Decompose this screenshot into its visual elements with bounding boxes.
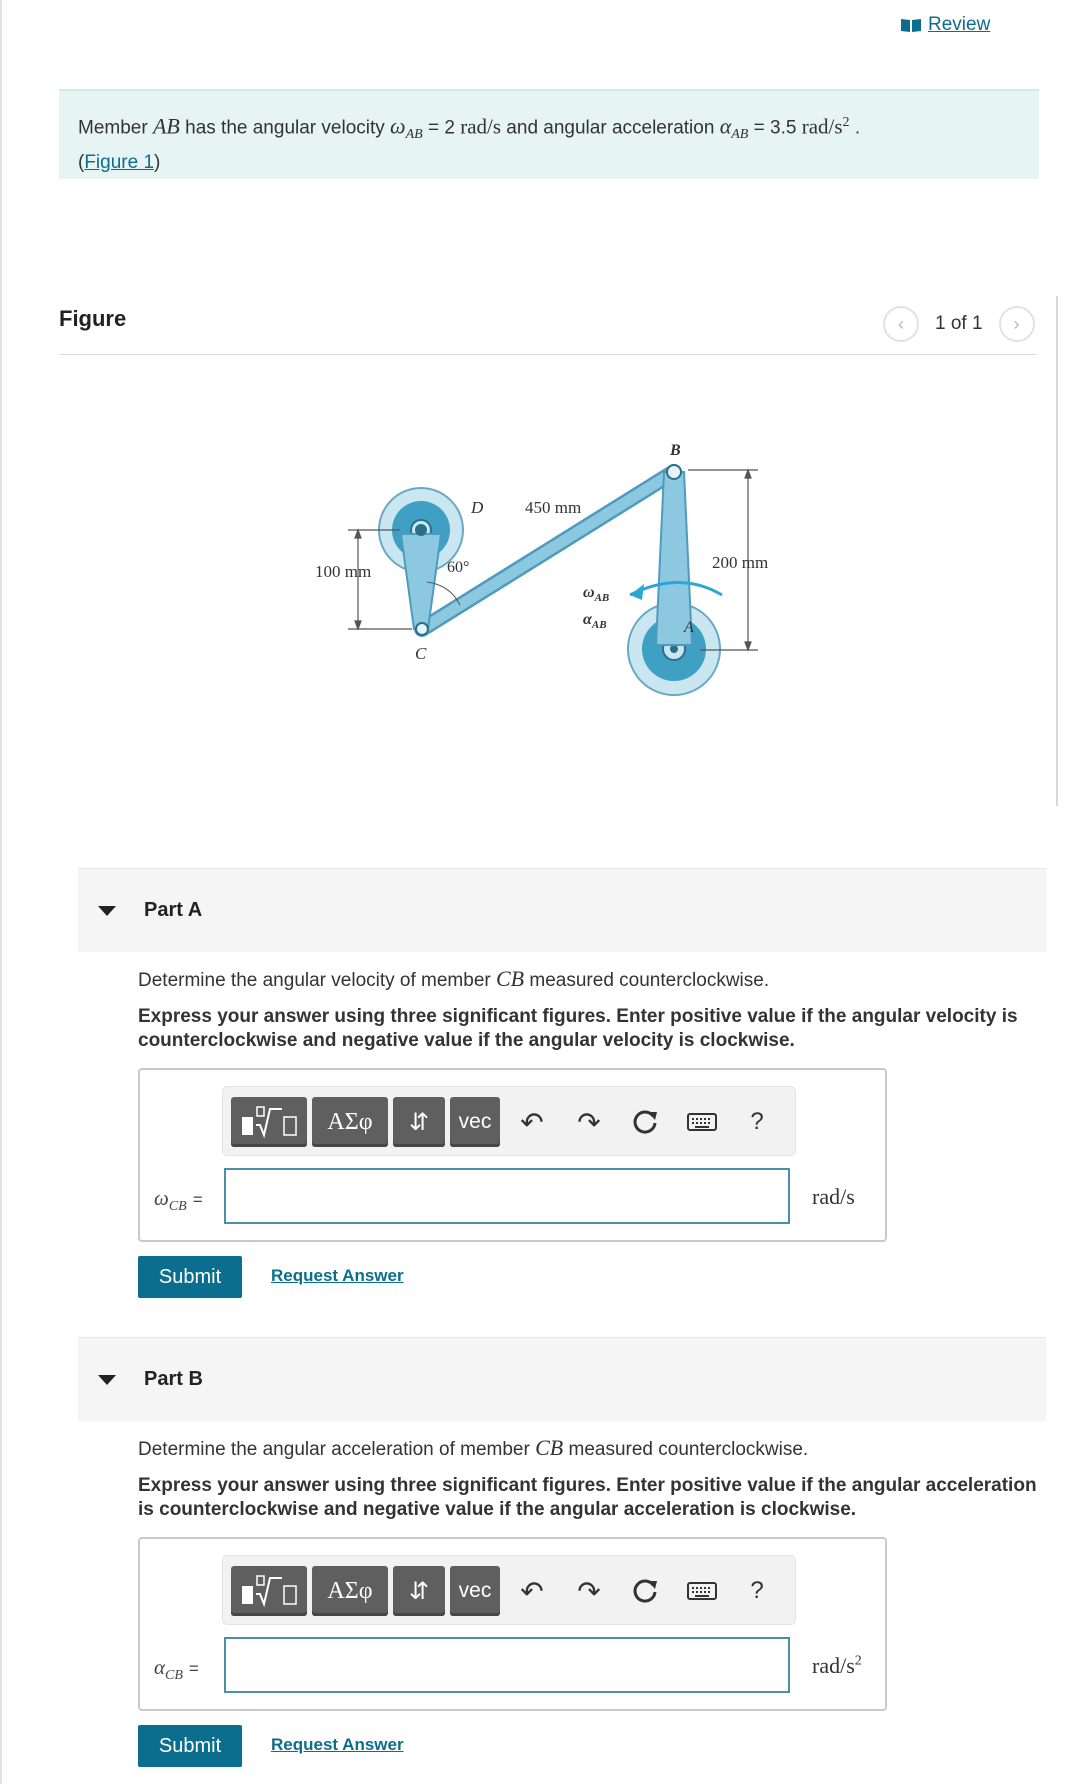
vector-button[interactable]: vec [450, 1097, 500, 1147]
label-60deg: 60° [447, 559, 470, 576]
figure-title: Figure [59, 306, 127, 331]
review-label[interactable]: Review [928, 14, 991, 35]
equals-sign: = [192, 1190, 203, 1209]
omega-subscript: AB [405, 127, 423, 143]
link-ab [656, 465, 692, 645]
question-text: measured counterclockwise. [563, 1439, 809, 1460]
mechanism-figure [300, 430, 800, 710]
label-alpha-sub: AB [591, 619, 607, 631]
figure-link[interactable]: Figure 1 [84, 152, 155, 174]
help-button[interactable]: ? [750, 1577, 764, 1604]
svg-text:ωAB [583, 584, 609, 604]
greek-button[interactable]: ΑΣφ [312, 1097, 388, 1147]
fraction-root-icon [238, 1105, 300, 1139]
part-b-label: Part B [144, 1368, 203, 1390]
refresh-icon [631, 1577, 659, 1605]
figure-pager [883, 306, 1035, 342]
unit-text: rad/s [812, 1653, 855, 1678]
unit-text: rad/s [812, 1184, 855, 1209]
question-text: measured counterclockwise. [524, 970, 770, 991]
variable-symbol: ω [154, 1186, 169, 1210]
answer-unit [812, 1184, 855, 1210]
label-c: C [415, 644, 427, 663]
greek-button[interactable]: ΑΣφ [312, 1566, 388, 1616]
angular-acceleration-input[interactable] [224, 1637, 790, 1693]
part-b-question [138, 1435, 1038, 1461]
pager-count: 1 of 1 [935, 313, 983, 334]
refresh-icon [631, 1108, 659, 1136]
question-text: Determine the angular acceleration of member [138, 1439, 536, 1460]
fraction-root-icon [238, 1574, 300, 1608]
collapse-triangle-icon[interactable] [98, 1375, 116, 1385]
part-a-answer-box [138, 1068, 887, 1242]
question-text: Determine the angular velocity of member [138, 970, 496, 991]
unit-exponent: 2 [854, 1653, 862, 1669]
book-icon [900, 17, 922, 33]
statement-text: . [849, 117, 861, 139]
equals-sign: = [188, 1659, 199, 1678]
alpha-value: = 3.5 [748, 117, 802, 139]
alpha-unit: rad/s [801, 114, 843, 139]
omega-value: = 2 [422, 117, 461, 139]
alpha-subscript: AB [731, 127, 749, 143]
undo-icon[interactable]: ↶ [520, 1106, 544, 1138]
help-button[interactable]: ? [750, 1108, 764, 1135]
part-b-submit-button[interactable]: Submit [138, 1725, 242, 1767]
templates-button[interactable] [231, 1566, 307, 1616]
answer-variable [154, 1655, 199, 1684]
alpha-unit-exponent: 2 [842, 115, 850, 130]
omega-unit: rad/s [460, 114, 502, 139]
alpha-symbol: α [719, 113, 732, 139]
angular-velocity-input[interactable] [224, 1168, 790, 1224]
part-b-instruction: Express your answer using three significant figures. Enter positive value if the angular acceleration is counterclockwise and negative value if the angular acceleration is clockwise. [138, 1475, 1037, 1520]
page-left-border [0, 0, 2, 1784]
label-omega-ab: ω [583, 584, 595, 601]
answer-unit [812, 1653, 862, 1679]
undo-icon[interactable]: ↶ [520, 1575, 544, 1607]
math-toolbar [222, 1555, 796, 1625]
member-symbol: AB [152, 113, 180, 139]
part-b-header[interactable] [78, 1337, 1046, 1421]
label-alpha-ab: α [583, 611, 592, 628]
keyboard-icon[interactable] [682, 1101, 722, 1143]
part-a-request-answer-link[interactable]: Request Answer [271, 1266, 404, 1285]
label-b: B [670, 442, 681, 459]
figure-divider [59, 354, 1037, 355]
label-200mm: 200 mm [712, 553, 769, 572]
redo-icon[interactable]: ↷ [577, 1106, 601, 1138]
label-a: A [684, 619, 694, 636]
figure-scroll-track [1056, 296, 1058, 806]
collapse-triangle-icon[interactable] [98, 906, 116, 916]
review-link[interactable] [900, 12, 990, 38]
statement-text: has the angular velocity [179, 117, 391, 139]
question-variable: CB [496, 966, 525, 991]
variable-symbol: α [154, 1655, 166, 1679]
figure-link-wrap: (Figure 1) [78, 152, 161, 174]
link-cb [422, 472, 674, 629]
sort-arrows-button[interactable]: ⇵ [393, 1566, 445, 1616]
templates-button[interactable] [231, 1097, 307, 1147]
statement-text: and angular acceleration [501, 117, 720, 139]
sort-arrows-button[interactable]: ⇵ [393, 1097, 445, 1147]
keyboard-glyph-icon [687, 1581, 717, 1601]
math-toolbar [222, 1086, 796, 1156]
problem-statement [59, 89, 1039, 179]
svg-text:αAB [583, 611, 607, 631]
prev-figure-button[interactable] [883, 306, 919, 342]
variable-subscript: CB [165, 1668, 183, 1684]
answer-variable [154, 1186, 203, 1215]
label-d: D [471, 498, 484, 517]
part-a-question [138, 966, 1038, 992]
vector-button[interactable]: vec [450, 1566, 500, 1616]
reset-icon[interactable] [625, 1570, 665, 1612]
label-450mm: 450 mm [525, 498, 582, 517]
next-figure-button[interactable] [999, 306, 1035, 342]
part-b-answer-box [138, 1537, 887, 1711]
question-variable: CB [535, 1435, 564, 1460]
statement-text: Member [78, 117, 153, 139]
chevron-right-icon: › [1013, 313, 1020, 334]
part-a-submit-button[interactable]: Submit [138, 1256, 242, 1298]
part-b-request-answer-link[interactable]: Request Answer [271, 1735, 404, 1754]
reset-icon[interactable] [625, 1101, 665, 1143]
label-omega-sub: AB [594, 592, 610, 604]
redo-icon[interactable]: ↷ [577, 1575, 601, 1607]
keyboard-icon[interactable] [682, 1570, 722, 1612]
part-a-instruction: Express your answer using three significant figures. Enter positive value if the angular velocity is counterclockwise and negative value if the angular velocity is clockwise. [138, 1006, 1018, 1051]
part-a-label: Part A [144, 899, 203, 921]
chevron-left-icon: ‹ [898, 313, 904, 334]
keyboard-glyph-icon [687, 1112, 717, 1132]
omega-symbol: ω [390, 113, 406, 139]
label-100mm: 100 mm [315, 562, 372, 581]
part-a-header[interactable] [78, 868, 1046, 952]
variable-subscript: CB [168, 1199, 187, 1215]
